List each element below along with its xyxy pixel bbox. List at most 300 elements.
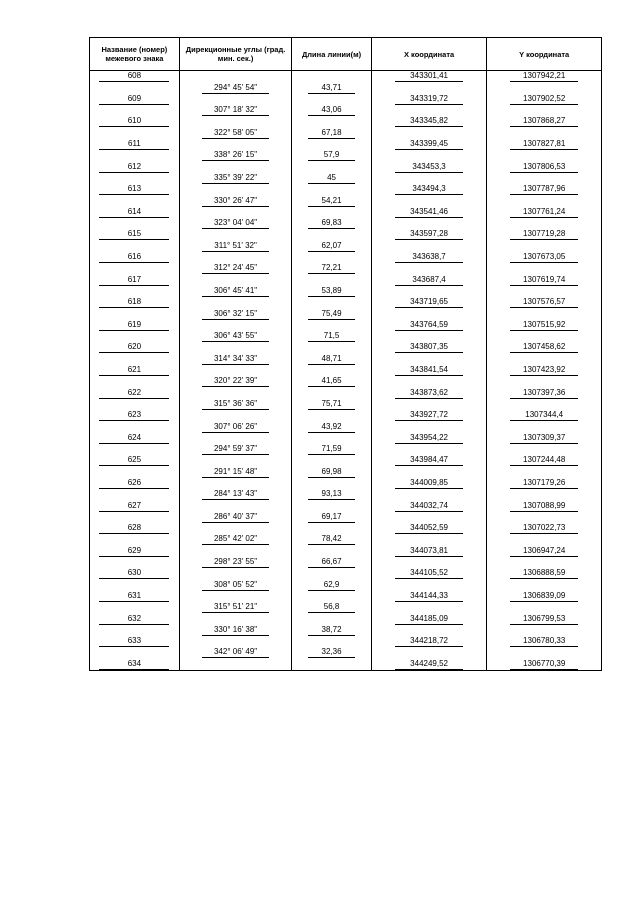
y-coordinate: 1307179,26 [510,478,578,489]
empty-cell [292,568,371,579]
line-length-cell [292,421,371,432]
y-coordinate-cell [487,433,602,444]
y-coordinate-cell [487,500,602,511]
point-name: 615 [99,229,169,240]
line-length-cell [292,466,371,477]
line-length: 69,98 [308,467,355,478]
x-coordinate: 344144,33 [395,591,464,602]
line-length: 54,21 [308,196,355,207]
empty-cell [90,399,180,410]
direction-angle-cell [179,376,292,387]
y-coordinate-cell [487,274,602,285]
y-coordinate-cell [487,545,602,556]
empty-cell [90,512,180,523]
empty-cell [90,173,180,184]
line-length-cell [292,331,371,342]
direction-angle: 286° 40' 37" [202,512,269,523]
direction-angle: 314° 34' 33" [202,354,269,365]
empty-cell [371,353,487,364]
point-row [90,478,602,489]
empty-cell [90,105,180,116]
x-coordinate-cell [371,523,487,534]
empty-cell [371,195,487,206]
y-coordinate-cell [487,229,602,240]
point-row [90,274,602,285]
direction-angle: 306° 45' 41" [202,286,269,297]
line-length-cell [292,489,371,500]
header-line-length: Длина линии(м) [292,38,371,71]
x-coordinate: 343927,72 [395,410,464,421]
direction-angle: 306° 32' 15" [202,309,269,320]
empty-cell [292,455,371,466]
empty-cell [487,218,602,229]
empty-cell [371,218,487,229]
x-coordinate: 343597,28 [395,229,464,240]
point-name: 624 [99,433,169,444]
y-coordinate: 1306839,09 [510,591,578,602]
segment-row [90,263,602,274]
line-length-cell [292,625,371,636]
empty-cell [179,636,292,647]
x-coordinate-cell [371,94,487,105]
y-coordinate-cell [487,455,602,466]
direction-angle: 298° 23' 55" [202,557,269,568]
line-length: 69,83 [308,218,355,229]
empty-cell [179,184,292,195]
point-name-cell [90,545,180,556]
point-name-cell [90,568,180,579]
direction-angle: 285° 42' 02" [202,534,269,545]
point-name: 619 [99,320,169,331]
line-length-cell [292,195,371,206]
x-coordinate: 344009,85 [395,478,464,489]
point-name: 618 [99,297,169,308]
x-coordinate-cell [371,252,487,263]
y-coordinate: 1307423,92 [510,365,578,376]
point-name-cell [90,71,180,83]
empty-cell [292,658,371,670]
y-coordinate: 1306780,33 [510,636,578,647]
point-name-cell [90,207,180,218]
segment-row [90,173,602,184]
direction-angle-cell [179,421,292,432]
y-coordinate-cell [487,252,602,263]
y-coordinate-cell [487,94,602,105]
empty-cell [292,410,371,421]
empty-cell [179,207,292,218]
x-coordinate: 343399,45 [395,139,464,150]
empty-cell [179,433,292,444]
direction-angle-cell [179,579,292,590]
direction-angle-cell [179,286,292,297]
y-coordinate-cell [487,387,602,398]
empty-cell [487,308,602,319]
direction-angle: 322° 58' 05" [202,128,269,139]
direction-angle: 294° 59' 37" [202,444,269,455]
direction-angle-cell [179,195,292,206]
point-name: 617 [99,275,169,286]
x-coordinate-cell [371,71,487,83]
direction-angle-cell [179,625,292,636]
point-name-cell [90,139,180,150]
y-coordinate: 1307397,36 [510,388,578,399]
line-length-cell [292,534,371,545]
point-row [90,591,602,602]
line-length: 71,59 [308,444,355,455]
direction-angle: 323° 04' 04" [202,218,269,229]
empty-cell [90,489,180,500]
y-coordinate-cell [487,410,602,421]
x-coordinate: 344032,74 [395,501,464,512]
empty-cell [487,602,602,613]
direction-angle: 307° 18' 32" [202,105,269,116]
point-name: 609 [99,94,169,105]
point-name-cell [90,500,180,511]
point-name: 610 [99,116,169,127]
line-length: 41,65 [308,376,355,387]
header-y-coordinate: Y координата [487,38,602,71]
x-coordinate-cell [371,342,487,353]
direction-angle-cell [179,489,292,500]
x-coordinate-cell [371,161,487,172]
line-length: 62,9 [308,580,355,591]
empty-cell [179,591,292,602]
segment-row [90,331,602,342]
empty-cell [292,387,371,398]
point-name: 620 [99,342,169,353]
segment-row [90,534,602,545]
x-coordinate-cell [371,184,487,195]
x-coordinate: 344105,52 [395,568,464,579]
point-name-cell [90,613,180,624]
y-coordinate: 1307022,73 [510,523,578,534]
line-length: 75,49 [308,309,355,320]
segment-row [90,218,602,229]
segment-row [90,82,602,93]
y-coordinate: 1307458,62 [510,342,578,353]
segment-row [90,353,602,364]
point-name-cell [90,320,180,331]
point-name-cell [90,342,180,353]
empty-cell [90,218,180,229]
line-length: 72,21 [308,263,355,274]
y-coordinate-cell [487,320,602,331]
empty-cell [90,82,180,93]
empty-cell [371,240,487,251]
direction-angle: 330° 26' 47" [202,196,269,207]
line-length-cell [292,105,371,116]
segment-row [90,579,602,590]
empty-cell [487,466,602,477]
empty-cell [90,579,180,590]
direction-angle-cell [179,263,292,274]
y-coordinate-cell [487,658,602,670]
point-name-cell [90,297,180,308]
empty-cell [90,127,180,138]
empty-cell [371,579,487,590]
line-length: 43,92 [308,422,355,433]
empty-cell [487,557,602,568]
empty-cell [90,647,180,658]
x-coordinate-cell [371,478,487,489]
x-coordinate-cell [371,207,487,218]
line-length: 48,71 [308,354,355,365]
direction-angle: 338° 26' 15" [202,150,269,161]
x-coordinate-cell [371,500,487,511]
empty-cell [90,240,180,251]
point-name: 627 [99,501,169,512]
line-length: 43,06 [308,105,355,116]
point-name: 613 [99,184,169,195]
direction-angle-cell [179,399,292,410]
empty-cell [292,500,371,511]
x-coordinate: 343687,4 [395,275,464,286]
y-coordinate: 1307806,53 [510,162,578,173]
point-name: 628 [99,523,169,534]
point-name: 616 [99,252,169,263]
point-name: 621 [99,365,169,376]
point-row [90,139,602,150]
line-length-cell [292,376,371,387]
header-x-coordinate: X координата [371,38,487,71]
point-row [90,184,602,195]
line-length-cell [292,127,371,138]
empty-cell [90,308,180,319]
line-length: 43,71 [308,83,355,94]
direction-angle: 320° 22' 39" [202,376,269,387]
segment-row [90,421,602,432]
point-name-cell [90,94,180,105]
point-name: 626 [99,478,169,489]
line-length: 45 [308,173,355,184]
empty-cell [179,387,292,398]
x-coordinate: 343719,65 [395,297,464,308]
segment-row [90,399,602,410]
empty-cell [371,444,487,455]
empty-cell [371,466,487,477]
direction-angle: 315° 51' 21" [202,602,269,613]
empty-cell [487,353,602,364]
line-length-cell [292,512,371,523]
x-coordinate-cell [371,139,487,150]
direction-angle-cell [179,353,292,364]
point-row [90,433,602,444]
x-coordinate-cell [371,545,487,556]
boundary-coordinates-table [89,37,602,671]
empty-cell [371,82,487,93]
point-name-cell [90,410,180,421]
empty-cell [371,173,487,184]
y-coordinate-cell [487,297,602,308]
direction-angle-cell [179,218,292,229]
x-coordinate-cell [371,591,487,602]
empty-cell [292,342,371,353]
y-coordinate: 1307902,52 [510,94,578,105]
point-row [90,320,602,331]
header-direction-angle: Дирекционные углы (град. мин. сек.) [179,38,292,71]
direction-angle-cell [179,444,292,455]
empty-cell [487,195,602,206]
point-name: 623 [99,410,169,421]
empty-cell [292,591,371,602]
empty-cell [487,421,602,432]
direction-angle: 330° 16' 38" [202,625,269,636]
empty-cell [179,613,292,624]
empty-cell [371,331,487,342]
empty-cell [179,71,292,83]
direction-angle-cell [179,173,292,184]
point-row [90,523,602,534]
empty-cell [292,207,371,218]
empty-cell [292,613,371,624]
x-coordinate-cell [371,455,487,466]
point-name: 614 [99,207,169,218]
point-name-cell [90,433,180,444]
line-length: 78,42 [308,534,355,545]
y-coordinate-cell [487,568,602,579]
empty-cell [487,489,602,500]
direction-angle-cell [179,557,292,568]
line-length-cell [292,579,371,590]
empty-cell [292,94,371,105]
empty-cell [487,240,602,251]
empty-cell [487,263,602,274]
direction-angle: 307° 06' 26" [202,422,269,433]
empty-cell [371,602,487,613]
empty-cell [179,139,292,150]
direction-angle-cell [179,150,292,161]
empty-cell [292,433,371,444]
x-coordinate: 344249,52 [395,659,464,670]
y-coordinate: 1307827,81 [510,139,578,150]
y-coordinate: 1307868,27 [510,116,578,127]
empty-cell [371,105,487,116]
x-coordinate-cell [371,433,487,444]
point-name: 632 [99,614,169,625]
empty-cell [487,579,602,590]
x-coordinate: 343764,59 [395,320,464,331]
empty-cell [487,647,602,658]
y-coordinate-cell [487,591,602,602]
empty-cell [179,342,292,353]
line-length-cell [292,602,371,613]
x-coordinate: 343453,3 [395,162,464,173]
segment-row [90,489,602,500]
x-coordinate-cell [371,568,487,579]
empty-cell [371,399,487,410]
empty-cell [371,534,487,545]
point-name-cell [90,252,180,263]
point-row [90,365,602,376]
direction-angle: 342° 06' 49" [202,647,269,658]
point-row [90,545,602,556]
point-row [90,568,602,579]
x-coordinate: 344073,81 [395,546,464,557]
line-length: 38,72 [308,625,355,636]
point-row [90,455,602,466]
line-length-cell [292,82,371,93]
x-coordinate-cell [371,613,487,624]
x-coordinate-cell [371,229,487,240]
empty-cell [179,545,292,556]
line-length-cell [292,353,371,364]
y-coordinate-cell [487,478,602,489]
line-length: 56,8 [308,602,355,613]
point-name: 612 [99,162,169,173]
point-row [90,342,602,353]
empty-cell [179,365,292,376]
y-coordinate: 1306947,24 [510,546,578,557]
point-row [90,116,602,127]
x-coordinate-cell [371,274,487,285]
empty-cell [179,410,292,421]
point-name-cell [90,455,180,466]
empty-cell [90,150,180,161]
point-name-cell [90,591,180,602]
x-coordinate-cell [371,410,487,421]
y-coordinate: 1307619,74 [510,275,578,286]
y-coordinate: 1307761,24 [510,207,578,218]
line-length: 71,5 [308,331,355,342]
empty-cell [179,320,292,331]
x-coordinate: 343807,35 [395,342,464,353]
point-name-cell [90,365,180,376]
x-coordinate: 343954,22 [395,433,464,444]
point-row [90,94,602,105]
point-row [90,207,602,218]
segment-row [90,376,602,387]
table-body [90,71,602,671]
empty-cell [371,263,487,274]
empty-cell [292,478,371,489]
x-coordinate-cell [371,658,487,670]
point-name-cell [90,274,180,285]
y-coordinate: 1306770,39 [510,659,578,670]
y-coordinate-cell [487,161,602,172]
direction-angle-cell [179,105,292,116]
y-coordinate: 1307088,99 [510,501,578,512]
point-name: 625 [99,455,169,466]
point-name-cell [90,116,180,127]
direction-angle-cell [179,240,292,251]
point-name-cell [90,478,180,489]
point-name-cell [90,387,180,398]
empty-cell [487,286,602,297]
empty-cell [487,105,602,116]
point-name-cell [90,523,180,534]
empty-cell [371,421,487,432]
y-coordinate: 1306888,59 [510,568,578,579]
segment-row [90,127,602,138]
x-coordinate: 343301,41 [395,71,464,82]
direction-angle: 335° 39' 22" [202,173,269,184]
point-row [90,613,602,624]
line-length-cell [292,444,371,455]
x-coordinate: 343319,72 [395,94,464,105]
direction-angle: 312° 24' 45" [202,263,269,274]
direction-angle-cell [179,331,292,342]
empty-cell [371,489,487,500]
empty-cell [487,173,602,184]
point-row [90,500,602,511]
direction-angle: 284° 13' 43" [202,489,269,500]
empty-cell [179,478,292,489]
empty-cell [292,116,371,127]
line-length-cell [292,399,371,410]
direction-angle: 291° 15' 48" [202,467,269,478]
empty-cell [292,365,371,376]
y-coordinate: 1307309,37 [510,433,578,444]
